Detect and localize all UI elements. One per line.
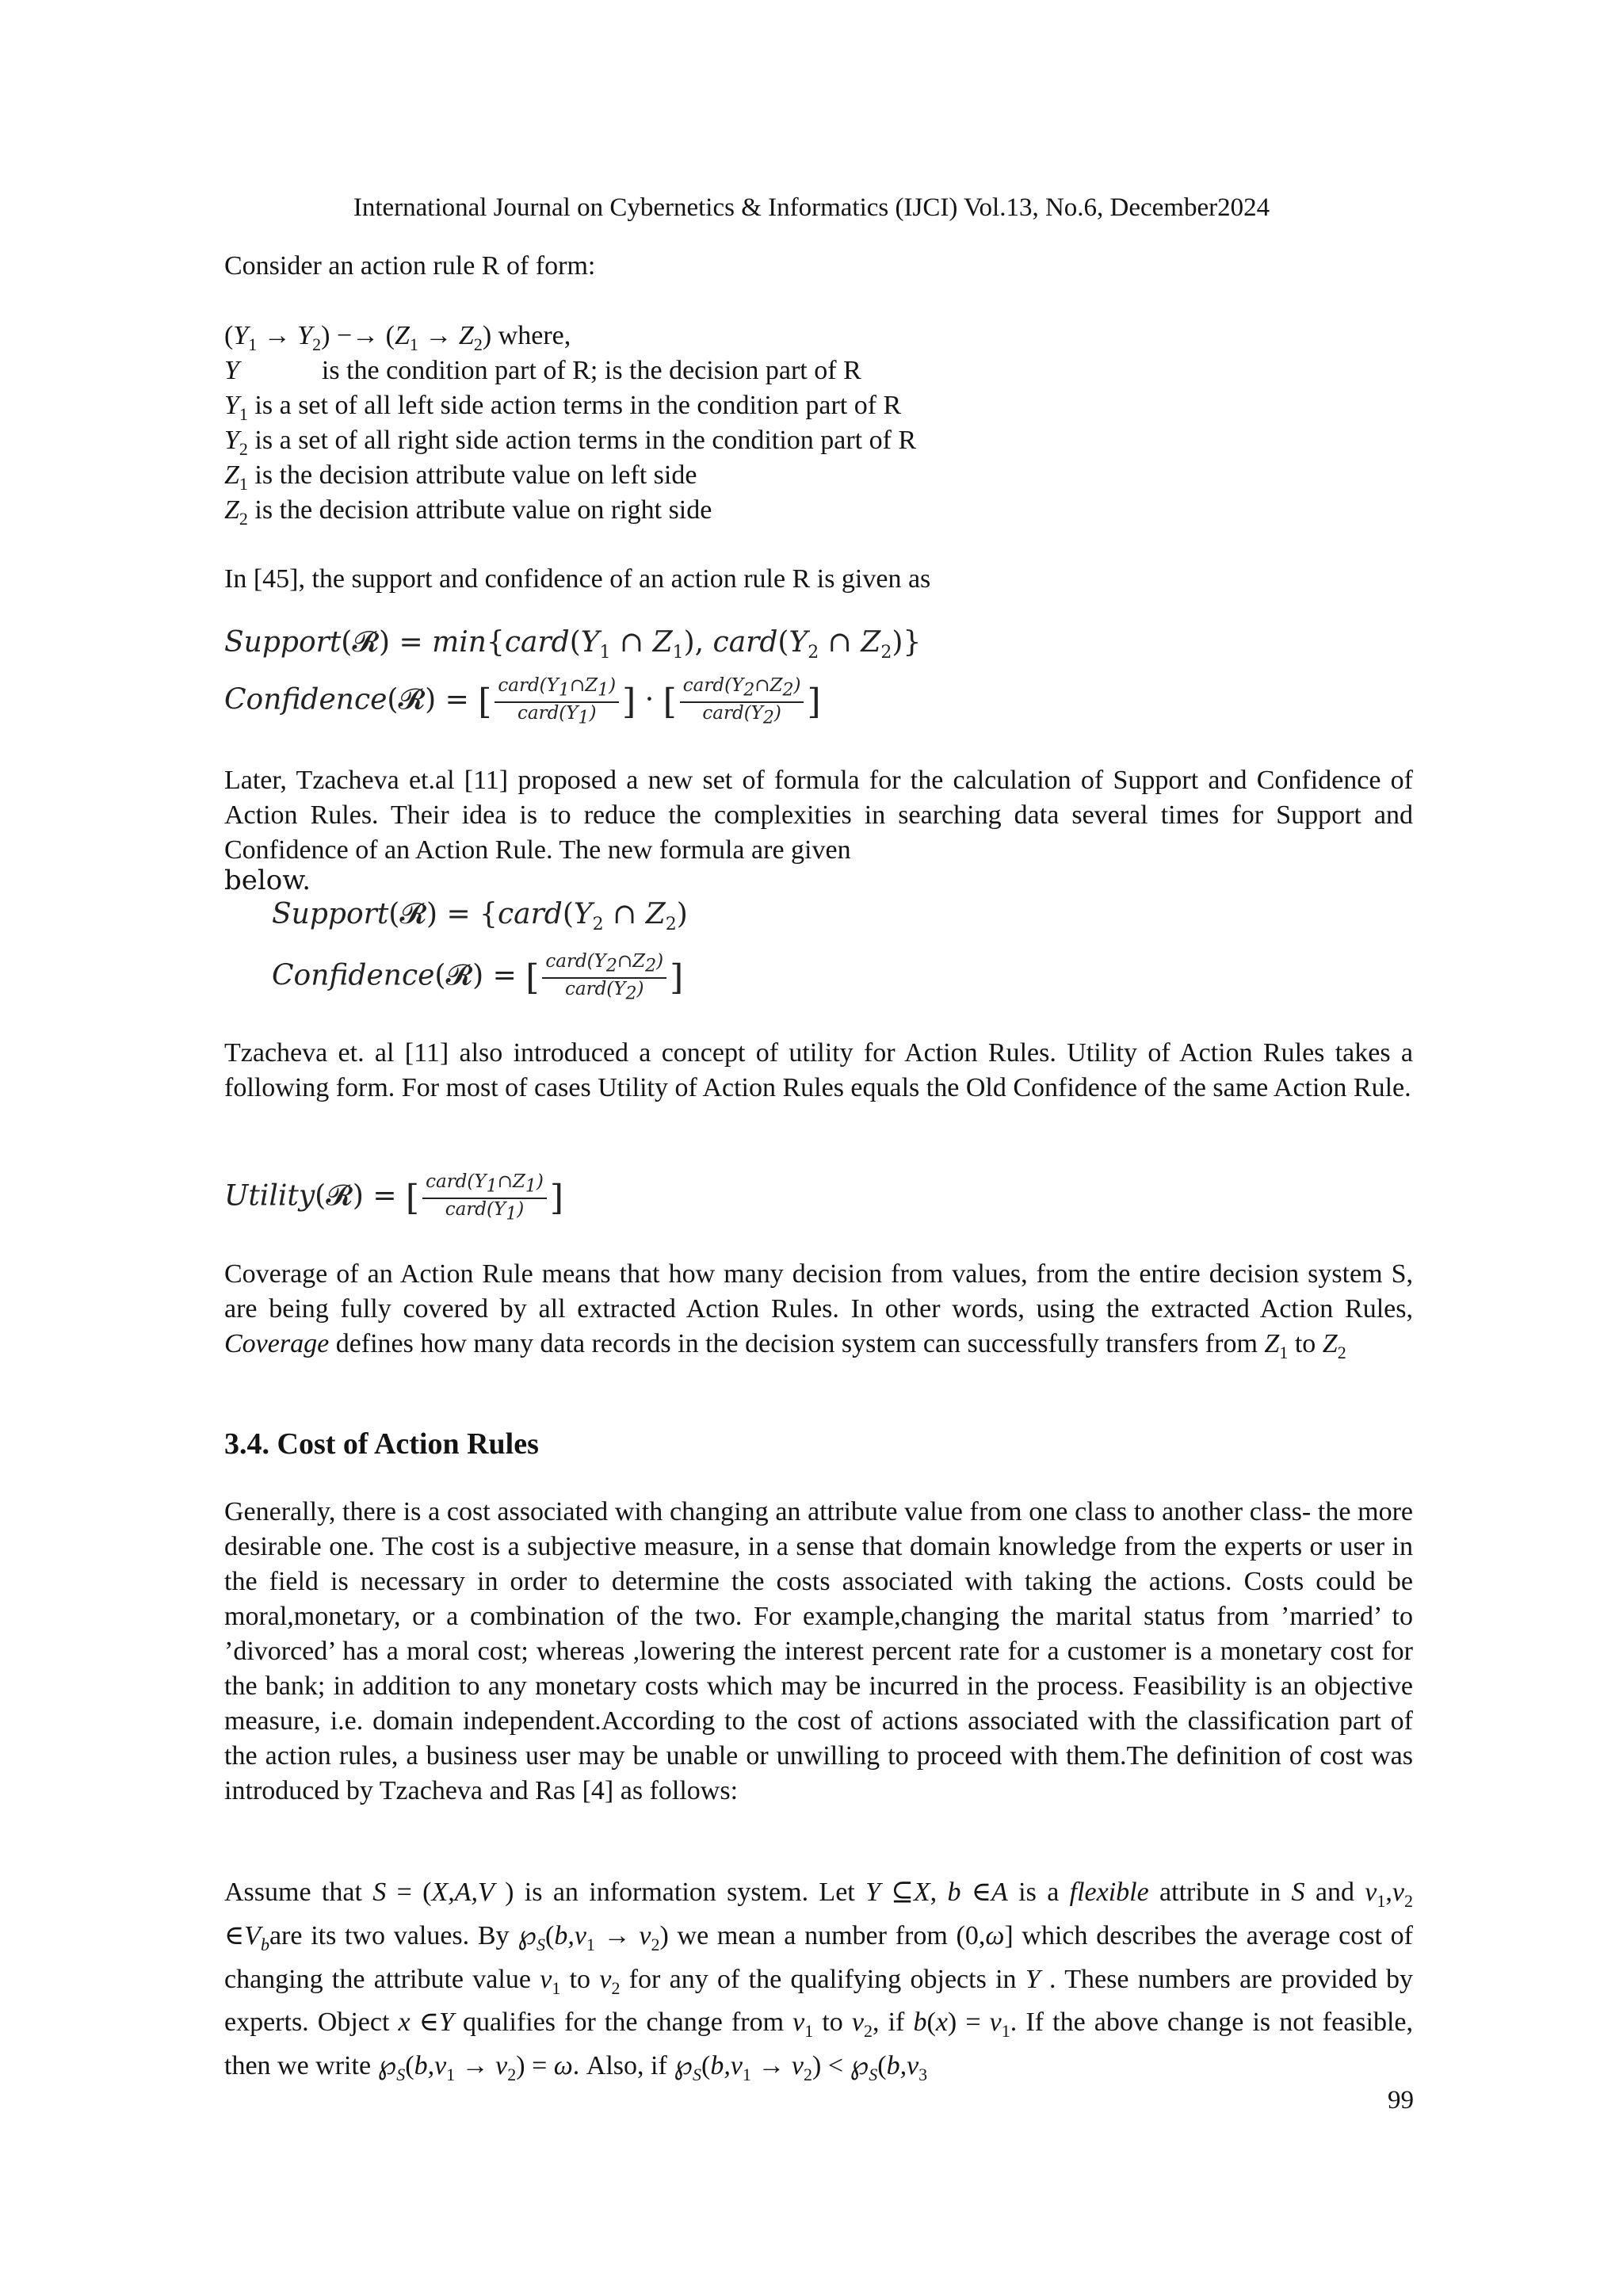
def-y2: $Y_2$ is a set of all right side action terms in the condition part of R <box>224 426 917 459</box>
rule-definition-block <box>224 319 1413 528</box>
confidence-formula-new: Confidence(𝓡) = [ $\frac{card(Y_2\cap Z_2)}{card(Y_2)}$ ] <box>272 951 684 1004</box>
paragraph-definition: Assume that S = (X,A,V ) is an information system. Let Y ⊆X, b ∈A is a flexible attribute in S and $v_1,v_2$ $\in V_bare$ its two values. By $℘_S(b,v_1 \to v_2)$ we mean a number from (0,ω] which describes the average cost of changing the attribute value $v_1$ to $v_2$ for any of the qualifying objects in Y . These numbers are provided by experts. Object x ∈Y qualifies for the change from $v_1$ to $v_2$, if $b(x) = v_1$. If the above change is not feasible, then we write $℘_S(b,v_1 \to v_2) = \omega$. Also, if $℘_S(b,v_1 \to v_2)$ < $℘_S(b,v_3$ <box>224 1878 1414 2084</box>
paragraph-cost: Generally, there is a cost associated with changing an attribute value from one class to another class- the more desirable one. The cost is a subjective measure, in a sense that domain knowledge from the experts or user in the field is necessary in order to determine the costs associated with taking the actions. Costs could be moral,monetary, or a combination of the two. For example,changing the marital status from ’married’ to ’divorced’ has a moral cost; whereas ,lowering the interest percent rate for a customer is a monetary cost for the bank; in addition to any monetary costs which may be incurred in the process. Feasibility is an objective measure, i.e. domain independent.According to the cost of actions associated with the classification part of the action rules, a business user may be unable or unwilling to proceed with them.The definition of cost was introduced by Tzacheva and Ras [4] as follows: <box>224 1497 1413 1805</box>
utility-formula: Utility(𝓡) = [ $\frac{card(Y_1\cap Z_1)}{card(Y_1)}$ ] <box>224 1171 563 1224</box>
support-formula-old: Support(𝓡) = $\min\{card(Y_1$ ∩ $Z_1$), $card(Y_2$ ∩ $Z_2$)} <box>224 626 922 663</box>
def-z1: $Z_1$ is the decision attribute value on left side <box>224 460 697 494</box>
confidence-formula-old: Confidence(𝓡) = [ $\frac{card(Y_1\cap Z_1)}{card(Y_1)}$ ] · [ $\frac{card(Y_2\cap Z_2)}{card(Y_2)}$ ] <box>224 675 821 728</box>
intro-line <box>224 249 1413 284</box>
def-y1: $Y_1$ is a set of all left side action terms in the condition part of R <box>224 391 902 424</box>
paragraph-later: Later, Tzacheva et.al [11] proposed a new set of formula for the calculation of Support and Confidence of Action Rules. Their idea is to reduce the complexities in searching data several times for Support and Confidence of an Action Rule. The new formula are given <box>224 766 1413 865</box>
paragraph-coverage: Coverage of an Action Rule means that how many decision from values, from the entire decision system S, are being fully covered by all extracted Action Rules. In other words, using the extracted Action Rules, Coverage defines how many data records in the decision system can successfully transfers from $Z_1$ to $Z_2$ <box>224 1259 1413 1362</box>
support-formula-new: Support(𝓡) = {$card(Y_2$ ∩ $Z_2$) <box>272 898 688 935</box>
below-word: below. <box>224 865 311 896</box>
paragraph-utility: Tzacheva et. al [11] also introduced a concept of utility for Action Rules. Utility of Action Rules takes a following form. For most of cases Utility of Action Rules equals the Old Confidence of the same Action Rule. <box>224 1038 1413 1102</box>
coverage-term: Coverage <box>224 1329 330 1358</box>
condition-line: Y is the condition part of R; is the decision part of R <box>224 356 861 385</box>
support-intro: In [45], the support and confidence of an action rule R is given as <box>224 564 931 594</box>
intro-text: Consider an action rule R of form: <box>224 251 596 281</box>
rule-form-line: $(Y_1 \to Y_2) -\to (Z_1 \to Z_2)$ where, <box>224 321 571 354</box>
running-header: International Journal on Cybernetics & Informatics (IJCI) Vol.13, No.6, December2024 <box>353 193 1270 222</box>
page-number: 99 <box>1388 2086 1414 2115</box>
def-z2: $Z_2$ is the decision attribute value on right side <box>224 495 712 529</box>
section-heading: 3.4. Cost of Action Rules <box>224 1427 539 1461</box>
